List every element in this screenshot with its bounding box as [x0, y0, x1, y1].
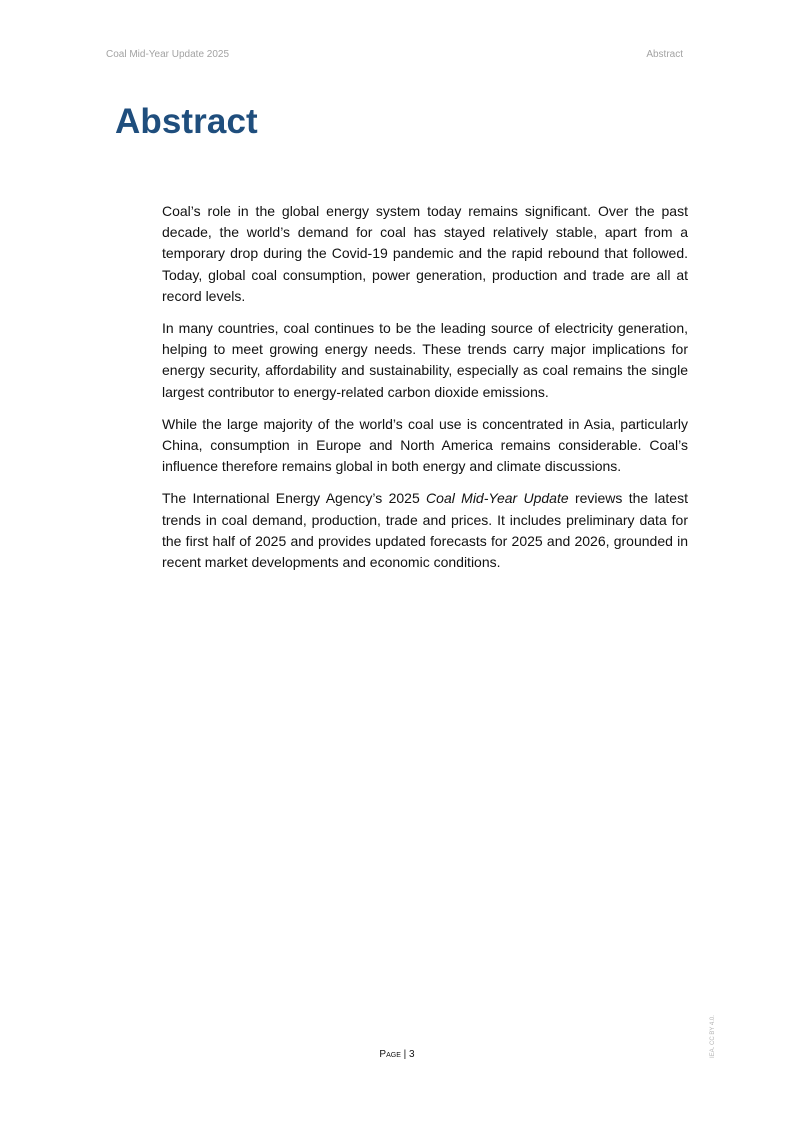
abstract-body — [162, 201, 688, 584]
page-label: Page — [379, 1049, 401, 1060]
paragraph-4 — [162, 488, 688, 573]
running-header-document-title: Coal Mid-Year Update 2025 — [106, 49, 230, 60]
paragraph-1: Coal’s role in the global energy system today remains significant. Over the past decade, the world’s demand for coal has stayed relatively stable, apart from a temporary drop during the Covid-19 pandemic and the rapid rebound that followed. Today, global coal consumption, power generation, production and trade are all at record levels. — [162, 203, 688, 304]
running-header-section-name: Abstract — [646, 49, 683, 60]
paragraph-4-text-before: The International Energy Agency’s 2025 — [162, 490, 427, 507]
page-number-value: 3 — [409, 1049, 415, 1060]
paragraph-2: In many countries, coal continues to be the leading source of electricity generation, helping to meet growing energy needs. These trends carry major implications for energy security, affordability and sustainability, especially as coal remains the single largest contributor to energy-related carbon dioxide emissions. — [162, 320, 688, 400]
page-title: Abstract — [115, 102, 258, 141]
paragraph-4-text-after: reviews the latest trends in coal demand, production, trade and prices. It includes preliminary data for the first half of 2025 and provides updated forecasts for 2025 and 2026, grounded in recent market developments and economic conditions. — [162, 490, 688, 571]
report-title-italic: Coal Mid-Year Update — [426, 490, 569, 507]
page-number — [0, 1049, 794, 1060]
page-separator: | — [403, 1049, 407, 1060]
license-notice: IEA. CC BY 4.0. — [710, 1015, 716, 1058]
paragraph-3: While the large majority of the world’s coal use is concentrated in Asia, particularly China, consumption in Europe and North America remains considerable. Coal’s influence therefore remains global in both energy and climate discussions. — [162, 415, 688, 475]
